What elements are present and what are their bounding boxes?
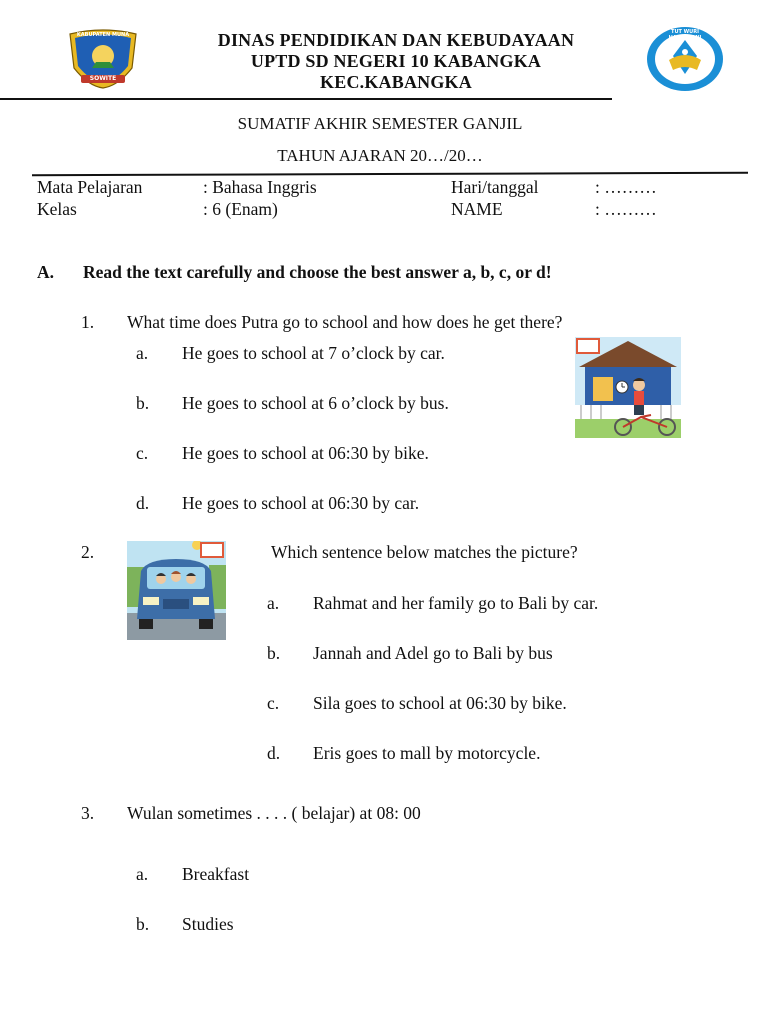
option-text: He goes to school at 06:30 by bike.	[182, 443, 429, 463]
question-text: Which sentence below matches the picture?	[271, 542, 578, 562]
info-divider	[32, 172, 748, 176]
option-letter: b.	[136, 914, 150, 934]
question-text: What time does Putra go to school and how does he get there?	[127, 312, 563, 332]
option-letter: c.	[136, 443, 149, 463]
option-letter: d.	[136, 493, 150, 513]
header-line-2: UPTD SD NEGERI 10 KABANGKA	[250, 51, 542, 71]
subject-value: : Bahasa Inggris	[203, 177, 317, 197]
exam-title: SUMATIF AKHIR SEMESTER GANJIL	[237, 114, 523, 133]
logo-motto-text: TUT WURI HANDAYANI	[668, 29, 702, 41]
boy-bike-house-illustration	[575, 337, 681, 438]
logo-ribbon-text: SOWITE	[89, 75, 117, 82]
header-line-3: KEC.KABANGKA	[320, 72, 472, 92]
option-letter: a.	[136, 864, 149, 884]
class-value: : 6 (Enam)	[203, 199, 278, 219]
day-value: : ………	[595, 177, 657, 197]
exam-year: TAHUN AJARAN 20…/20…	[277, 146, 483, 165]
option-text: He goes to school at 7 o’clock by car.	[182, 343, 445, 363]
family-car-illustration	[127, 541, 226, 640]
header-line-1: DINAS PENDIDIKAN DAN KEBUDAYAAN	[217, 30, 575, 50]
option-letter: a.	[267, 593, 280, 613]
class-label: Kelas	[37, 199, 77, 219]
logo-top-text: KABUPATEN MUNA	[76, 32, 130, 38]
day-label: Hari/tanggal	[451, 177, 539, 197]
option-text: Sila goes to school at 06:30 by bike.	[313, 693, 567, 713]
question-text: Wulan sometimes . . . . ( belajar) at 08: 00	[127, 803, 421, 823]
option-text: He goes to school at 6 o’clock by bus.	[182, 393, 449, 413]
section-instruction: Read the text carefully and choose the best answer a, b, c, or d!	[83, 262, 552, 282]
option-text: Studies	[182, 914, 234, 934]
option-text: Jannah and Adel go to Bali by bus	[313, 643, 553, 663]
name-value: : ………	[595, 199, 657, 219]
header-divider	[0, 98, 612, 100]
option-text: Breakfast	[182, 864, 250, 884]
subject-label: Mata Pelajaran	[37, 177, 143, 197]
question-number: 3.	[81, 803, 95, 823]
option-letter: b.	[267, 643, 281, 663]
question-number: 2.	[81, 542, 95, 562]
option-text: He goes to school at 06:30 by car.	[182, 493, 420, 513]
option-text: Rahmat and her family go to Bali by car.	[313, 593, 599, 613]
question-number: 1.	[81, 312, 95, 332]
option-letter: a.	[136, 343, 149, 363]
option-letter: c.	[267, 693, 280, 713]
option-letter: d.	[267, 743, 281, 763]
option-letter: b.	[136, 393, 150, 413]
name-label: NAME	[451, 199, 503, 219]
option-text: Eris goes to mall by motorcycle.	[313, 743, 541, 763]
section-letter: A.	[37, 262, 55, 282]
